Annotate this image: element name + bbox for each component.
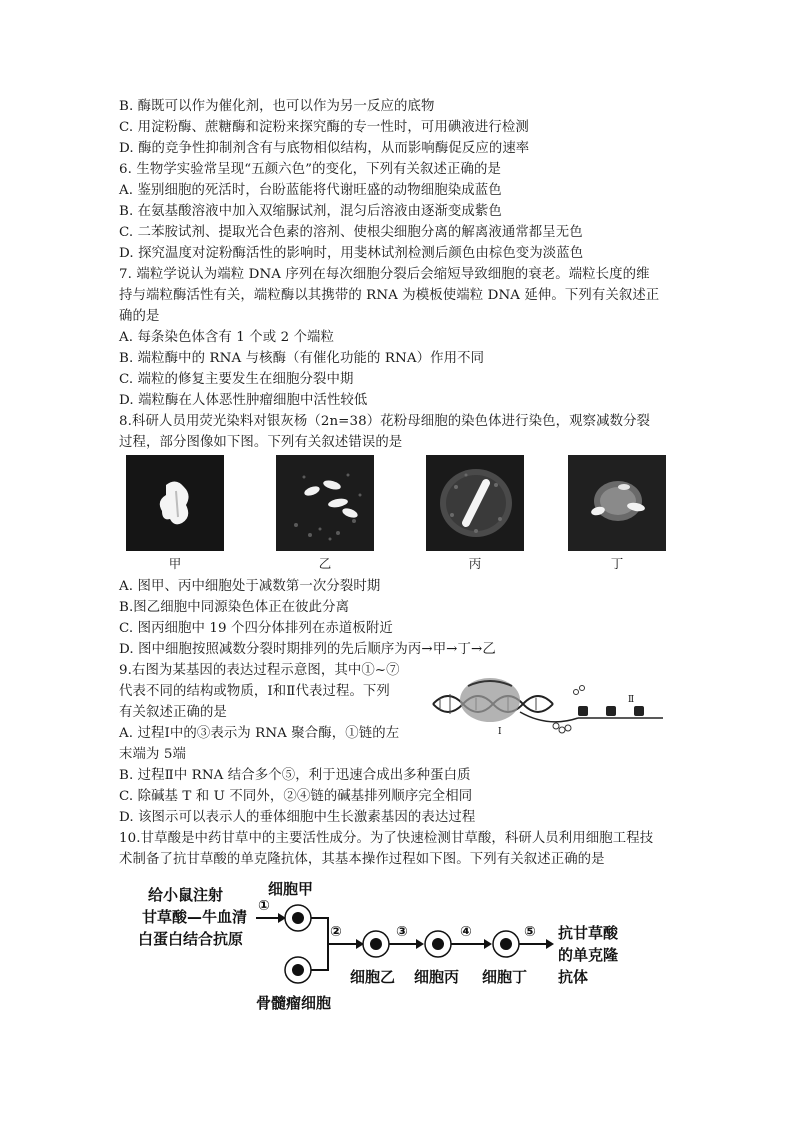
antibody-text-2: 的单克隆	[558, 946, 619, 964]
option-9b: B. 过程Ⅱ中 RNA 结合多个⑤，利于迅速合成出多种蛋白质	[119, 768, 471, 783]
option-8a: A. 图甲、丙中细胞处于减数第一次分裂时期	[119, 579, 381, 594]
inject-text-1: 给小鼠注射	[148, 886, 224, 904]
antibody-text-1: 抗甘草酸	[558, 924, 619, 942]
option-8d: D. 图中细胞按照减数分裂时期排列的先后顺序为丙→甲→丁→乙	[119, 642, 496, 657]
option-8b: B.图乙细胞中同源染色体正在彼此分离	[119, 600, 350, 615]
process-label-1: Ⅰ	[498, 727, 502, 736]
option-5d: D. 酶的竞争性抑制剂含有与底物相似结构，从而影响酶促反应的速率	[119, 141, 530, 156]
option-6a: A. 鉴别细胞的死活时，台盼蓝能将代谢旺盛的动物细胞染成蓝色	[119, 183, 502, 198]
question-9-stem-line2: 代表不同的结构或物质，Ⅰ和Ⅱ代表过程。下列	[119, 684, 390, 699]
inject-text-2: 甘草酸—牛血清	[142, 908, 248, 926]
step-1: ①	[258, 898, 270, 914]
question-7-stem-line2: 持与端粒酶活性有关，端粒酶以其携带的 RNA 为模板使端粒 DNA 延伸。下列有关叙述正	[119, 288, 660, 303]
option-6d: D. 探究温度对淀粉酶活性的影响时，用斐林试剂检测后颜色由棕色变为淡蓝色	[119, 246, 584, 261]
option-7b: B. 端粒酶中的 RNA 与核酶（有催化功能的 RNA）作用不同	[119, 351, 485, 366]
question-6-stem: 6. 生物学实验常呈现“五颜六色”的变化，下列有关叙述正确的是	[119, 162, 501, 177]
step-3: ③	[396, 924, 408, 940]
myeloma-label: 骨髓瘤细胞	[256, 994, 332, 1012]
micrograph-label-yi: 乙	[318, 556, 332, 571]
cell-yi-label: 细胞乙	[350, 968, 396, 986]
option-5c: C. 用淀粉酶、蔗糖酶和淀粉来探究酶的专一性时，可用碘液进行检测	[119, 120, 529, 135]
question-8-stem-line1: 8.科研人员用荧光染料对银灰杨（2n=38）花粉母细胞的染色体进行染色，观察减数分裂	[119, 414, 651, 429]
inject-text-3: 白蛋白结合抗原	[138, 930, 244, 948]
option-6c: C. 二苯胺试剂、提取光合色素的溶剂、使根尖细胞分离的解离液通常都呈无色	[119, 225, 583, 240]
option-7a: A. 每条染色体含有 1 个或 2 个端粒	[119, 330, 335, 345]
question-7-stem-line3: 确的是	[119, 309, 160, 324]
cell-jia-label: 细胞甲	[268, 880, 314, 898]
option-6b: B. 在氨基酸溶液中加入双缩脲试剂，混匀后溶液由逐渐变成紫色	[119, 204, 502, 219]
question-10-stem-line1: 10.甘草酸是中药甘草中的主要活性成分。为了快速检测甘草酸，科研人员利用细胞工程技	[119, 831, 654, 846]
micrograph-jia	[126, 455, 224, 551]
micrograph-yi	[276, 455, 374, 551]
step-4: ④	[460, 924, 472, 940]
option-7c: C. 端粒的修复主要发生在细胞分裂中期	[119, 372, 354, 387]
option-8c: C. 图丙细胞中 19 个四分体排列在赤道板附近	[119, 621, 393, 636]
question-9-stem-line3: 有关叙述正确的是	[119, 705, 227, 720]
step-2: ②	[330, 924, 342, 940]
meiosis-micrographs	[122, 455, 662, 575]
question-7-stem-line1: 7. 端粒学说认为端粒 DNA 序列在每次细胞分裂后会缩短导致细胞的衰老。端粒长度的维	[119, 267, 650, 282]
option-7d: D. 端粒酶在人体恶性肿瘤细胞中活性较低	[119, 393, 368, 408]
monoclonal-antibody-flowchart	[118, 872, 628, 1022]
option-5b: B. 酶既可以作为催化剂，也可以作为另一反应的底物	[119, 99, 435, 114]
gene-expression-diagram	[428, 668, 673, 736]
cell-bing-label: 细胞丙	[414, 968, 460, 986]
micrograph-label-bing: 丙	[468, 556, 482, 571]
option-9a-line1: A. 过程Ⅰ中的③表示为 RNA 聚合酶，①链的左	[119, 726, 400, 741]
micrograph-label-ding: 丁	[610, 556, 624, 571]
question-10-stem-line2: 术制备了抗甘草酸的单克隆抗体，其基本操作过程如下图。下列有关叙述正确的是	[119, 852, 605, 867]
cell-ding-label: 细胞丁	[482, 968, 528, 986]
micrograph-bing	[426, 455, 524, 551]
micrograph-ding	[568, 455, 666, 551]
option-9c: C. 除碱基 T 和 U 不同外，②④链的碱基排列顺序完全相同	[119, 789, 473, 804]
option-9a-line2: 末端为 5端	[119, 747, 186, 762]
process-label-2: Ⅱ	[628, 695, 635, 705]
question-9-stem-line1: 9.右图为某基因的表达过程示意图，其中①~⑦	[119, 663, 400, 678]
step-5: ⑤	[524, 924, 536, 940]
antibody-text-3: 抗体	[558, 968, 589, 986]
micrograph-label-jia: 甲	[168, 556, 182, 571]
question-8-stem-line2: 过程，部分图像如下图。下列有关叙述错误的是	[119, 435, 403, 450]
option-9d: D. 该图示可以表示人的垂体细胞中生长激素基因的表达过程	[119, 810, 476, 825]
